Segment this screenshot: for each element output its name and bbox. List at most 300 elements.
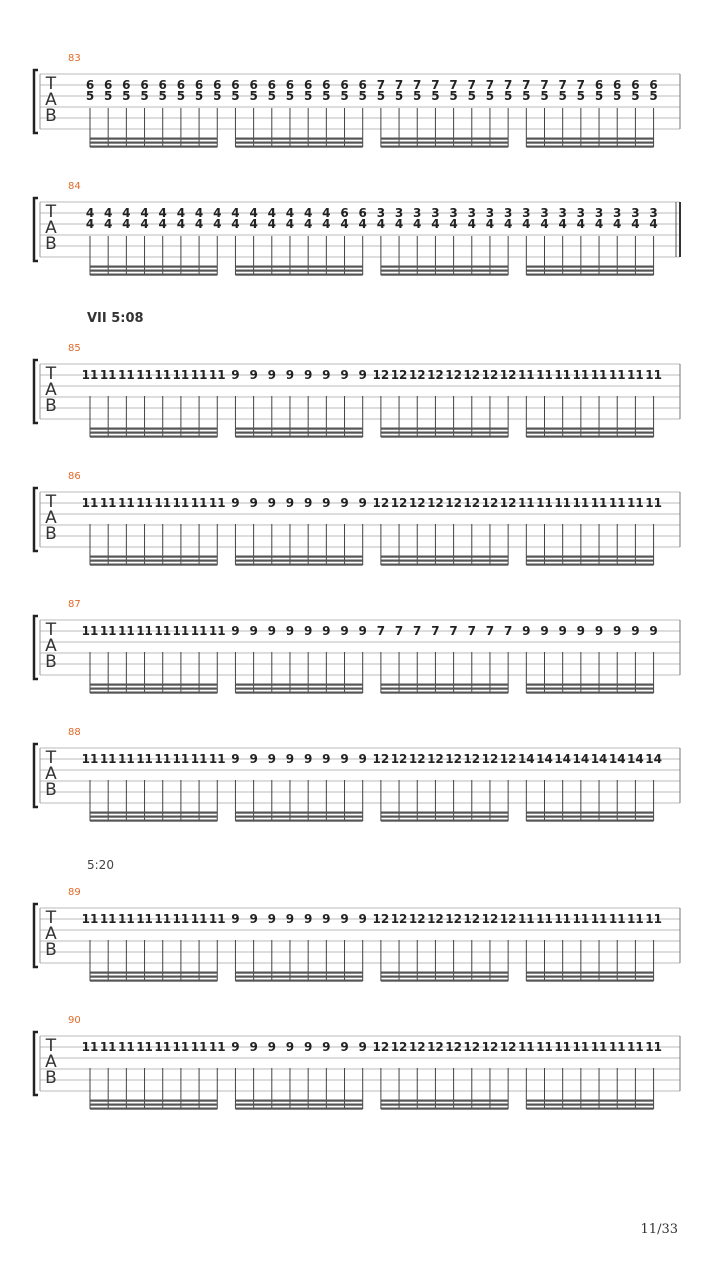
- beam: [381, 1100, 508, 1102]
- fret-number: 6: [358, 206, 367, 220]
- fret-number: 9: [631, 624, 640, 638]
- fret-number: 11: [136, 368, 153, 382]
- fret-number: 5: [558, 89, 567, 103]
- fret-number: 11: [154, 752, 172, 766]
- beam: [235, 560, 362, 562]
- tab-clef-letter: T: [45, 492, 57, 512]
- fret-number: 5: [322, 89, 331, 103]
- beam: [235, 556, 362, 558]
- fret-number: 4: [231, 217, 240, 231]
- fret-number: 14: [590, 752, 608, 766]
- fret-number: 14: [554, 752, 572, 766]
- beam: [235, 688, 362, 690]
- beam: [381, 976, 508, 978]
- fret-number: 12: [499, 496, 517, 510]
- fret-number: 11: [208, 752, 226, 766]
- fret-number: 9: [358, 912, 367, 926]
- fret-number: 12: [463, 1040, 481, 1054]
- fret-number: 11: [99, 1040, 117, 1054]
- fret-number: 12: [445, 752, 462, 766]
- fret-number: 9: [231, 496, 240, 510]
- tab-system: [0, 53, 720, 166]
- beam: [381, 972, 508, 974]
- beam: [90, 976, 217, 978]
- fret-number: 12: [427, 912, 444, 926]
- fret-number: 11: [81, 624, 99, 638]
- fret-number: 12: [427, 1040, 444, 1054]
- fret-number: 11: [517, 1040, 535, 1054]
- fret-number: 4: [485, 217, 495, 231]
- fret-number: 5: [340, 89, 349, 103]
- fret-number: 11: [554, 912, 572, 926]
- fret-number: 3: [522, 206, 531, 220]
- fret-number: 6: [358, 78, 367, 92]
- beam: [381, 812, 508, 814]
- fret-number: 9: [267, 624, 276, 638]
- fret-number: 12: [372, 368, 390, 382]
- fret-number: 4: [540, 217, 549, 231]
- beam: [526, 684, 653, 686]
- fret-number: 12: [445, 368, 462, 382]
- fret-number: 9: [249, 912, 258, 926]
- fret-number: 5: [503, 89, 513, 103]
- beam: [235, 432, 362, 434]
- fret-number: 11: [99, 912, 117, 926]
- fret-number: 9: [649, 624, 658, 638]
- fret-number: 3: [467, 206, 476, 220]
- fret-number: 12: [481, 496, 499, 510]
- fret-number: 11: [81, 496, 99, 510]
- fret-number: 4: [413, 217, 422, 231]
- fret-number: 12: [481, 912, 499, 926]
- tab-system: [0, 1015, 720, 1128]
- beam: [235, 564, 362, 566]
- beam: [90, 1100, 217, 1102]
- tab-clef-letter: B: [45, 940, 57, 960]
- fret-number: 6: [249, 78, 258, 92]
- fret-number: 11: [81, 752, 99, 766]
- fret-number: 3: [540, 206, 549, 220]
- beam: [90, 266, 217, 268]
- fret-number: 4: [376, 217, 386, 231]
- fret-number: 4: [594, 217, 604, 231]
- fret-number: 6: [303, 78, 313, 92]
- fret-number: 11: [118, 368, 135, 382]
- fret-number: 4: [176, 217, 186, 231]
- fret-number: 11: [190, 624, 208, 638]
- fret-number: 5: [540, 89, 549, 103]
- beam: [381, 270, 508, 272]
- fret-number: 11: [154, 1040, 172, 1054]
- beam: [526, 436, 653, 438]
- fret-number: 9: [267, 912, 276, 926]
- beam: [235, 138, 362, 140]
- tab-clef-letter: A: [45, 380, 57, 400]
- fret-number: 5: [140, 89, 149, 103]
- tab-system: [0, 887, 720, 1000]
- fret-number: 6: [267, 78, 276, 92]
- tab-staff: [0, 474, 720, 584]
- fret-number: 6: [213, 78, 222, 92]
- fret-number: 9: [340, 912, 349, 926]
- fret-number: 6: [340, 78, 349, 92]
- fret-number: 9: [267, 368, 276, 382]
- fret-number: 7: [467, 78, 476, 92]
- fret-number: 4: [431, 217, 440, 231]
- fret-number: 12: [499, 368, 517, 382]
- fret-number: 9: [340, 624, 349, 638]
- fret-number: 4: [140, 217, 149, 231]
- fret-number: 9: [303, 912, 313, 926]
- beam: [90, 816, 217, 818]
- fret-number: 9: [358, 624, 367, 638]
- fret-number: 4: [104, 217, 113, 231]
- tab-clef-letter: B: [45, 780, 57, 800]
- fret-number: 7: [431, 78, 440, 92]
- system-bracket: [34, 616, 38, 679]
- beam: [90, 820, 217, 822]
- fret-number: 5: [467, 89, 476, 103]
- fret-number: 9: [322, 1040, 331, 1054]
- tab-clef-letter: T: [45, 748, 57, 768]
- tab-clef-letter: B: [45, 652, 57, 672]
- beam: [526, 142, 653, 144]
- fret-number: 3: [449, 206, 458, 220]
- beam: [235, 972, 362, 974]
- fret-number: 4: [213, 206, 222, 220]
- system-bracket: [34, 360, 38, 423]
- beam: [526, 560, 653, 562]
- beam: [381, 688, 508, 690]
- fret-number: 6: [122, 78, 131, 92]
- fret-number: 4: [631, 217, 640, 231]
- beam: [381, 432, 508, 434]
- beam: [90, 436, 217, 438]
- fret-number: 9: [522, 624, 531, 638]
- tab-system: [0, 599, 720, 712]
- fret-number: 4: [122, 206, 131, 220]
- measure-number: 90: [68, 1015, 81, 1026]
- system-bracket: [34, 198, 38, 261]
- fret-number: 11: [554, 1040, 572, 1054]
- fret-number: 6: [176, 78, 186, 92]
- fret-number: 11: [118, 496, 135, 510]
- fret-number: 5: [104, 89, 113, 103]
- beam: [90, 688, 217, 690]
- beam: [381, 980, 508, 982]
- fret-number: 12: [445, 496, 462, 510]
- system-bracket: [34, 70, 38, 133]
- fret-number: 12: [408, 912, 426, 926]
- tab-clef-letter: A: [45, 764, 57, 784]
- fret-number: 7: [449, 78, 458, 92]
- fret-number: 11: [517, 368, 535, 382]
- tab-staff: [0, 1018, 720, 1128]
- beam: [90, 560, 217, 562]
- fret-number: 6: [104, 78, 113, 92]
- beam: [90, 1108, 217, 1110]
- fret-number: 9: [358, 752, 367, 766]
- tab-system: [0, 471, 720, 584]
- fret-number: 9: [249, 752, 258, 766]
- measure-number: 87: [68, 599, 81, 610]
- fret-number: 12: [390, 496, 408, 510]
- fret-number: 11: [536, 496, 553, 510]
- fret-number: 4: [285, 206, 295, 220]
- beam: [90, 1104, 217, 1106]
- fret-number: 11: [536, 1040, 553, 1054]
- fret-number: 3: [431, 206, 440, 220]
- fret-number: 12: [463, 752, 481, 766]
- fret-number: 4: [322, 217, 331, 231]
- fret-number: 5: [358, 89, 367, 103]
- fret-number: 5: [631, 89, 640, 103]
- beam: [381, 1104, 508, 1106]
- fret-number: 12: [481, 368, 499, 382]
- beam: [526, 812, 653, 814]
- fret-number: 12: [463, 912, 481, 926]
- fret-number: 9: [231, 624, 240, 638]
- fret-number: 5: [267, 89, 276, 103]
- beam: [235, 692, 362, 694]
- fret-number: 12: [445, 1040, 462, 1054]
- tab-clef-letter: A: [45, 90, 57, 110]
- fret-number: 4: [394, 217, 404, 231]
- beam: [235, 266, 362, 268]
- fret-number: 4: [176, 206, 186, 220]
- tab-clef-letter: A: [45, 636, 57, 656]
- fret-number: 14: [608, 752, 626, 766]
- beam: [235, 142, 362, 144]
- fret-number: 11: [118, 1040, 135, 1054]
- fret-number: 11: [645, 496, 662, 510]
- beam: [381, 692, 508, 694]
- fret-number: 12: [390, 752, 408, 766]
- fret-number: 9: [231, 912, 240, 926]
- fret-number: 7: [431, 624, 440, 638]
- fret-number: 3: [631, 206, 640, 220]
- fret-number: 14: [517, 752, 535, 766]
- fret-number: 4: [340, 217, 349, 231]
- tab-clef-letter: A: [45, 924, 57, 944]
- fret-number: 6: [140, 78, 149, 92]
- fret-number: 3: [576, 206, 586, 220]
- fret-number: 11: [190, 752, 208, 766]
- fret-number: 9: [285, 496, 295, 510]
- fret-number: 12: [408, 1040, 426, 1054]
- fret-number: 14: [627, 752, 644, 766]
- beam: [381, 684, 508, 686]
- fret-number: 5: [249, 89, 258, 103]
- beam: [90, 432, 217, 434]
- tab-system: [0, 181, 720, 294]
- fret-number: 5: [449, 89, 458, 103]
- fret-number: 11: [208, 912, 226, 926]
- page-number: 11/33: [640, 1222, 678, 1237]
- fret-number: 11: [608, 496, 626, 510]
- fret-number: 9: [358, 368, 367, 382]
- fret-number: 6: [340, 206, 349, 220]
- fret-number: 12: [499, 1040, 517, 1054]
- fret-number: 12: [481, 1040, 499, 1054]
- fret-number: 11: [517, 496, 535, 510]
- fret-number: 4: [85, 217, 95, 231]
- fret-number: 11: [190, 1040, 208, 1054]
- fret-number: 9: [267, 752, 276, 766]
- fret-number: 12: [372, 496, 390, 510]
- fret-number: 5: [85, 89, 95, 103]
- fret-number: 6: [158, 78, 167, 92]
- fret-number: 7: [485, 624, 495, 638]
- fret-number: 12: [390, 1040, 408, 1054]
- fret-number: 5: [176, 89, 186, 103]
- fret-number: 6: [285, 78, 295, 92]
- measure-number: 89: [68, 887, 81, 898]
- fret-number: 6: [322, 78, 331, 92]
- beam: [90, 138, 217, 140]
- fret-number: 3: [376, 206, 386, 220]
- tab-system: [0, 343, 720, 456]
- fret-number: 5: [594, 89, 604, 103]
- fret-number: 7: [449, 624, 458, 638]
- beam: [90, 142, 217, 144]
- tab-clef-letter: T: [45, 202, 57, 222]
- fret-number: 11: [590, 912, 608, 926]
- fret-number: 7: [467, 624, 476, 638]
- fret-number: 5: [376, 89, 386, 103]
- beam: [526, 980, 653, 982]
- fret-number: 14: [645, 752, 662, 766]
- beam: [526, 692, 653, 694]
- beam: [235, 1100, 362, 1102]
- fret-number: 9: [249, 624, 258, 638]
- fret-number: 9: [285, 1040, 295, 1054]
- fret-number: 11: [208, 368, 226, 382]
- fret-number: 11: [627, 496, 644, 510]
- beam: [381, 138, 508, 140]
- fret-number: 6: [85, 78, 95, 92]
- fret-number: 9: [303, 496, 313, 510]
- fret-number: 4: [285, 217, 295, 231]
- beam: [235, 816, 362, 818]
- fret-number: 11: [572, 368, 590, 382]
- beam: [381, 560, 508, 562]
- tab-staff: [0, 890, 720, 1000]
- beam: [235, 428, 362, 430]
- beam: [235, 146, 362, 148]
- fret-number: 11: [608, 368, 626, 382]
- fret-number: 9: [322, 912, 331, 926]
- measure-number: 84: [68, 181, 81, 192]
- beam: [235, 436, 362, 438]
- fret-number: 5: [394, 89, 404, 103]
- fret-number: 4: [158, 206, 167, 220]
- fret-number: 3: [413, 206, 422, 220]
- fret-number: 4: [194, 206, 204, 220]
- fret-number: 11: [590, 368, 608, 382]
- beam: [235, 812, 362, 814]
- fret-number: 7: [376, 624, 386, 638]
- tab-staff: [0, 730, 720, 840]
- fret-number: 4: [522, 217, 531, 231]
- fret-number: 11: [118, 624, 135, 638]
- beam: [526, 564, 653, 566]
- fret-number: 12: [372, 1040, 390, 1054]
- fret-number: 4: [558, 217, 567, 231]
- fret-number: 9: [358, 1040, 367, 1054]
- fret-number: 6: [631, 78, 640, 92]
- fret-number: 4: [231, 206, 240, 220]
- fret-number: 11: [172, 752, 190, 766]
- fret-number: 11: [554, 496, 572, 510]
- fret-number: 11: [536, 368, 553, 382]
- fret-number: 7: [522, 78, 531, 92]
- fret-number: 4: [649, 217, 658, 231]
- beam: [526, 146, 653, 148]
- beam: [90, 812, 217, 814]
- fret-number: 9: [322, 752, 331, 766]
- fret-number: 11: [208, 496, 226, 510]
- fret-number: 7: [413, 624, 422, 638]
- beam: [526, 976, 653, 978]
- beam: [90, 684, 217, 686]
- beam: [526, 138, 653, 140]
- fret-number: 6: [594, 78, 604, 92]
- beam: [381, 428, 508, 430]
- beam: [381, 816, 508, 818]
- fret-number: 12: [408, 496, 426, 510]
- fret-number: 3: [503, 206, 513, 220]
- fret-number: 11: [645, 1040, 662, 1054]
- beam: [526, 816, 653, 818]
- fret-number: 9: [231, 1040, 240, 1054]
- fret-number: 11: [608, 1040, 626, 1054]
- beam: [381, 436, 508, 438]
- fret-number: 4: [303, 206, 313, 220]
- fret-number: 4: [249, 217, 258, 231]
- fret-number: 12: [427, 496, 444, 510]
- fret-number: 3: [485, 206, 495, 220]
- fret-number: 7: [540, 78, 549, 92]
- fret-number: 12: [445, 912, 462, 926]
- fret-number: 5: [613, 89, 622, 103]
- fret-number: 11: [554, 368, 572, 382]
- fret-number: 4: [122, 217, 131, 231]
- fret-number: 11: [627, 912, 644, 926]
- measure-number: 85: [68, 343, 81, 354]
- beam: [381, 820, 508, 822]
- fret-number: 12: [372, 912, 390, 926]
- fret-number: 9: [231, 368, 240, 382]
- system-bracket: [34, 488, 38, 551]
- fret-number: 5: [485, 89, 495, 103]
- fret-number: 4: [303, 217, 313, 231]
- fret-number: 4: [249, 206, 258, 220]
- fret-number: 11: [118, 912, 135, 926]
- fret-number: 4: [358, 217, 367, 231]
- fret-number: 11: [572, 496, 590, 510]
- fret-number: 9: [322, 496, 331, 510]
- fret-number: 11: [172, 368, 190, 382]
- tab-staff: [0, 56, 720, 166]
- fret-number: 7: [503, 78, 513, 92]
- fret-number: 12: [463, 368, 481, 382]
- beam: [90, 428, 217, 430]
- fret-number: 11: [154, 912, 172, 926]
- fret-number: 11: [208, 1040, 226, 1054]
- fret-number: 11: [172, 496, 190, 510]
- measure-number: 83: [68, 53, 81, 64]
